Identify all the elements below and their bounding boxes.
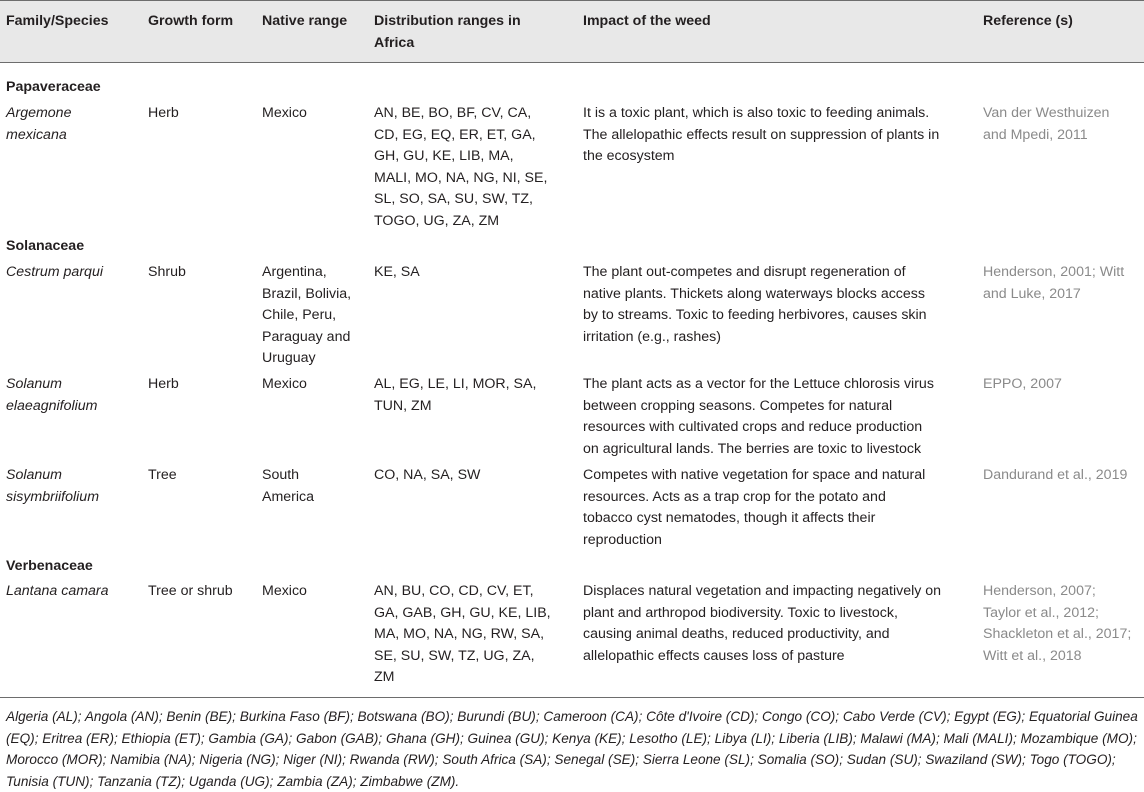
- distribution-line: ZM: [374, 669, 395, 686]
- species-line: elaeagnifolium: [6, 397, 98, 414]
- impact-line: plant and arthropod biodiversity. Toxic to livestock,: [583, 604, 898, 621]
- reference-line: Witt et al., 2018: [983, 647, 1082, 664]
- header-distribution: [374, 11, 521, 54]
- native-range-line: Uruguay: [262, 350, 316, 367]
- impact-cell: [583, 374, 934, 460]
- native-range-cell: Mexico: [262, 583, 307, 599]
- impact-line: resources with cultivated crops and reduce production: [583, 419, 923, 436]
- reference-cell: [983, 103, 1109, 146]
- native-range-line: South: [262, 467, 300, 483]
- impact-line: The allelopathic effects result on suppression of plants in: [583, 126, 940, 143]
- native-range-cell: [262, 262, 351, 370]
- reference-line: and Mpedi, 2011: [983, 126, 1088, 143]
- reference-cell: [983, 262, 1124, 305]
- species-line: mexicana: [6, 126, 67, 143]
- species-line: Lantana camara: [6, 583, 109, 599]
- reference-line: and Luke, 2017: [983, 285, 1081, 302]
- family-solanaceae: Solanaceae: [6, 238, 85, 254]
- distribution-line: CD, EG, EQ, ER, ET, GA,: [374, 126, 536, 143]
- family-verbenaceae: Verbenaceae: [6, 558, 93, 574]
- reference-line: Van der Westhuizen: [983, 105, 1110, 121]
- impact-line: resources. Acts as a trap crop for the potato and: [583, 488, 886, 505]
- species-cell: [6, 581, 109, 603]
- impact-line: between cropping seasons. Competes for natural: [583, 397, 893, 414]
- impact-line: The plant acts as a vector for the Lettuce chlorosis virus: [583, 376, 934, 392]
- distribution-line: GA, GAB, GH, GU, KE, LIB,: [374, 604, 551, 621]
- footnote-line: Morocco (MOR); Namibia (NA); Nigeria (NG); Niger (NI); Rwanda (RW); South Africa (SA); Senegal (SE); Sierra Leone (SL); Somalia (SO); Sudan (SU); Swaziland (SW); Togo (TOGO);: [6, 752, 1116, 768]
- header-family-species: Family/Species: [6, 13, 109, 29]
- distribution-cell: CO, NA, SA, SW: [374, 467, 481, 483]
- header-growth-form: Growth form: [148, 13, 234, 29]
- impact-line: The plant out-competes and disrupt regeneration of: [583, 264, 906, 280]
- native-range-line: Paraguay and: [262, 328, 351, 345]
- distribution-line: GH, GU, KE, LIB, MA,: [374, 148, 514, 165]
- impact-line: on agricultural lands. The berries are toxic to livestock: [583, 440, 922, 457]
- footnote-line: Algeria (AL); Angola (AN); Benin (BE); Burkina Faso (BF); Botswana (BO); Burundi (BU); Cameroon (CA); Côte d'Ivoire (CD); Congo (CO); Cabo Verde (CV); Egypt (EG); Equatorial Guinea: [6, 709, 1138, 724]
- species-cell: [6, 374, 98, 417]
- distribution-line: AL, EG, LE, LI, MOR, SA,: [374, 376, 537, 392]
- distribution-cell: [374, 581, 551, 689]
- growth-form-cell: Herb: [148, 105, 179, 121]
- native-range-line: Chile, Peru,: [262, 307, 337, 324]
- distribution-line: AN, BE, BO, BF, CV, CA,: [374, 105, 532, 121]
- species-line: Argemone: [6, 105, 72, 121]
- distribution-line: TOGO, UG, ZA, ZM: [374, 212, 500, 229]
- distribution-line: MALI, MO, NA, NG, NI, SE,: [374, 169, 548, 186]
- species-line: Solanum: [6, 467, 62, 483]
- native-range-cell: Mexico: [262, 105, 307, 121]
- impact-cell: [583, 103, 939, 168]
- native-range-line: Brazil, Bolivia,: [262, 285, 352, 302]
- impact-line: It is a toxic plant, which is also toxic to feeding animals.: [583, 105, 930, 121]
- impact-line: allelopathic effects causes loss of pasture: [583, 647, 845, 664]
- reference-line: Henderson, 2001; Witt: [983, 264, 1125, 280]
- distribution-cell: [374, 374, 536, 417]
- native-range-line: Argentina,: [262, 264, 327, 280]
- header-distribution-line-1: Distribution ranges in: [374, 13, 521, 29]
- impact-cell: [583, 465, 925, 551]
- species-line: Cestrum parqui: [6, 264, 103, 280]
- reference-cell: [983, 581, 1131, 667]
- native-range-cell: Mexico: [262, 376, 307, 392]
- native-range-line: America: [262, 488, 315, 505]
- growth-form-cell: Tree: [148, 467, 177, 483]
- species-cell: [6, 465, 99, 508]
- distribution-line: SE, SU, SW, TZ, UG, ZA,: [374, 647, 535, 664]
- species-cell: [6, 103, 71, 146]
- header-distribution-line-2: Africa: [374, 34, 415, 51]
- reference-line: Henderson, 2007;: [983, 583, 1096, 599]
- header-impact: Impact of the weed: [583, 13, 711, 29]
- footnote-line: Tunisia (TUN); Tanzania (TZ); Uganda (UG); Zambia (ZA); Zimbabwe (ZM).: [6, 773, 460, 789]
- distribution-line: AN, BU, CO, CD, CV, ET,: [374, 583, 534, 599]
- reference-cell: EPPO, 2007: [983, 376, 1062, 392]
- header-native-range: Native range: [262, 13, 348, 29]
- impact-cell: [583, 581, 941, 667]
- impact-line: irritation (e.g., rashes): [583, 328, 721, 345]
- table-bottom-rule: [0, 697, 1144, 698]
- reference-line: Taylor et al., 2012;: [983, 604, 1099, 621]
- table-footnote: [6, 706, 1142, 792]
- species-line: Solanum: [6, 376, 62, 392]
- impact-cell: [583, 262, 927, 348]
- impact-line: by to streams. Toxic to feeding herbivores, causes skin: [583, 307, 927, 324]
- impact-line: Competes with native vegetation for space and natural: [583, 467, 926, 483]
- impact-line: Displaces natural vegetation and impacting negatively on: [583, 583, 942, 599]
- distribution-cell: KE, SA: [374, 264, 420, 280]
- growth-form-cell: Shrub: [148, 264, 186, 280]
- family-papaveraceae: Papaveraceae: [6, 79, 101, 95]
- header-reference: Reference (s): [983, 13, 1073, 29]
- footnote-line: (EQ); Eritrea (ER); Ethiopia (ET); Gambia (GA); Gabon (GAB); Ghana (GH); Guinea (GU); Kenya (KE); Lesotho (LE); Libya (LI); Liberia (LIB); Malawi (MA); Mali (MALI); Mozambique (MO);: [6, 730, 1137, 746]
- species-line: sisymbriifolium: [6, 488, 100, 505]
- growth-form-cell: Herb: [148, 376, 179, 392]
- distribution-cell: [374, 103, 547, 233]
- impact-line: tobacco cyst nematodes, though it affects their: [583, 510, 876, 527]
- distribution-line: MA, MO, NA, NG, RW, SA,: [374, 626, 545, 643]
- reference-cell: Dandurand et al., 2019: [983, 467, 1128, 483]
- impact-line: causing animal deaths, reduced productivity, and: [583, 626, 890, 643]
- impact-line: native plants. Thickets along waterways blocks access: [583, 285, 925, 302]
- species-cell: [6, 262, 103, 284]
- impact-line: the ecosystem: [583, 148, 675, 165]
- impact-line: reproduction: [583, 531, 662, 548]
- distribution-line: SL, SO, SA, SU, SW, TZ,: [374, 191, 533, 208]
- native-range-cell: [262, 465, 314, 508]
- growth-form-cell: Tree or shrub: [148, 583, 233, 599]
- distribution-line: TUN, ZM: [374, 397, 432, 414]
- reference-line: Shackleton et al., 2017;: [983, 626, 1132, 643]
